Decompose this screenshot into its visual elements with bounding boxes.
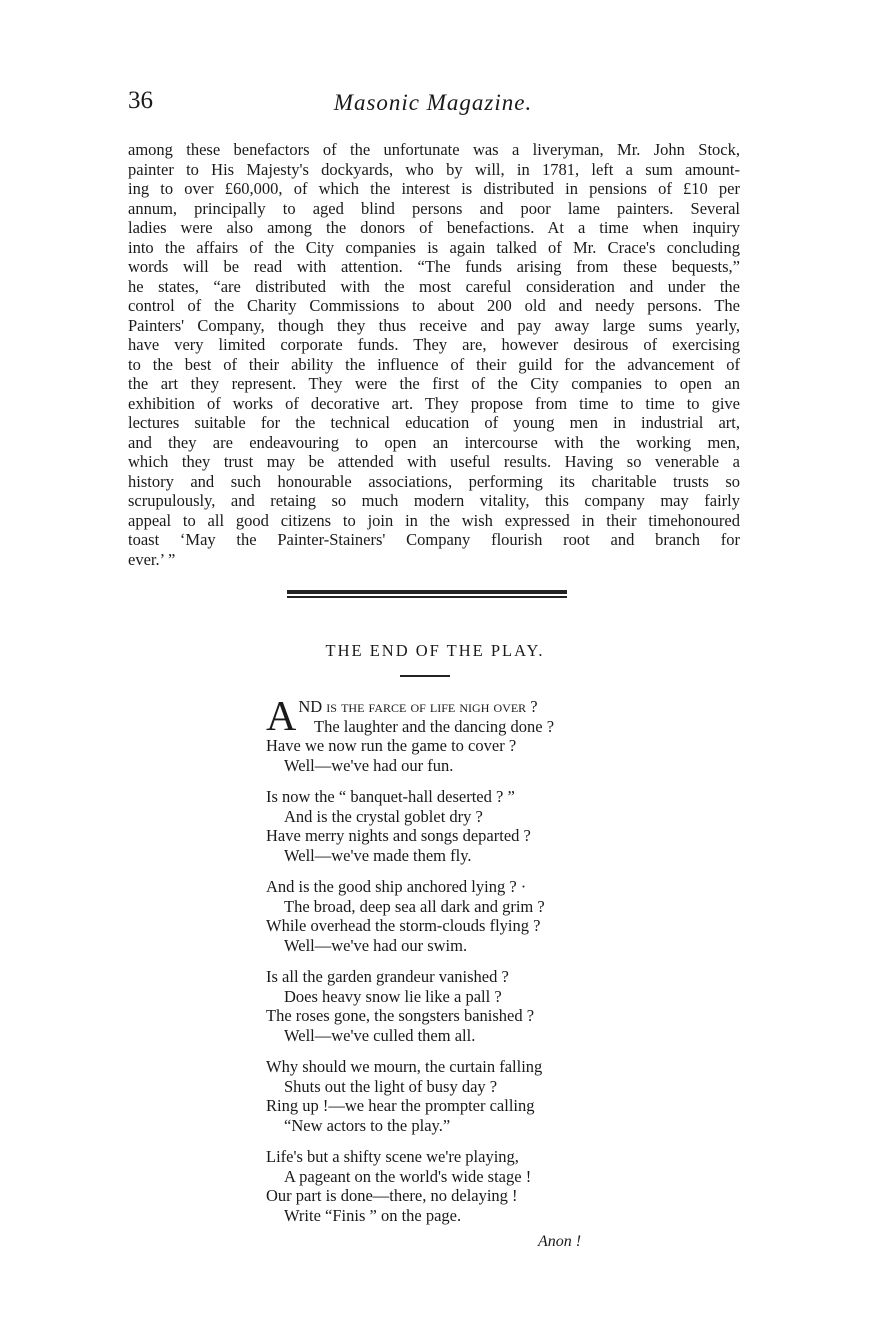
verse-line: ND is the farce of life nigh over ?: [298, 697, 538, 716]
prose-line: appeal to all good citizens to join in the wish expressed in their timehonoured: [128, 510, 740, 530]
prose-line: the art they represent. They were the first of the City companies to open an: [128, 374, 740, 393]
stanza: [266, 1147, 646, 1225]
stanza: [266, 1057, 646, 1135]
verse-line: Is now the “ banquet-hall deserted ? ”: [266, 787, 515, 806]
running-title: Masonic Magazine.: [333, 90, 533, 115]
verse-line: Life's but a shifty scene we're playing,: [266, 1147, 519, 1166]
verse-line: Well—we've made them fly.: [284, 845, 472, 865]
divider-thin-rule: [287, 596, 567, 598]
prose-line: exhibition of works of decorative art. They propose from time to time to give: [128, 393, 740, 413]
prose-line: which they trust may be attended with useful results. Having so venerable a: [128, 452, 740, 471]
prose-line: ladies were also among the donors of benefactions. At a time when inquiry: [128, 218, 740, 237]
prose-line: words will be read with attention. “The funds arising from these bequests,”: [128, 257, 740, 276]
prose-line: Painters' Company, though they thus receive and pay away large sums yearly,: [128, 315, 740, 335]
verse-line: Well—we've culled them all.: [284, 1025, 476, 1045]
poem-title: THE END OF THE PLAY.: [325, 641, 545, 660]
poem-signature: Anon !: [538, 1233, 582, 1250]
stanza: [266, 787, 646, 865]
stanza: [266, 694, 646, 775]
verse-line: Does heavy snow lie like a pall ?: [284, 986, 502, 1006]
verse-line: Have merry nights and songs departed ?: [266, 826, 531, 845]
verse-line: And is the crystal goblet dry ?: [284, 806, 483, 826]
verse-line: And is the good ship anchored lying ? ·: [266, 877, 527, 896]
verse-line: Why should we mourn, the curtain falling: [266, 1057, 543, 1076]
verse-line: While overhead the storm-clouds flying ?: [266, 916, 541, 935]
prose-paragraph: [128, 140, 740, 569]
prose-line: ing to over £60,000, of which the interest is distributed in pensions of £10 per: [128, 179, 740, 198]
prose-line: into the affairs of the City companies is again talked of Mr. Crace's concluding: [128, 237, 740, 257]
prose-line: painter to His Majesty's dockyards, who by will, in 1781, left a sum amount-: [128, 159, 740, 179]
stanza: [266, 967, 646, 1045]
verse-line: Write “Finis ” on the page.: [284, 1205, 462, 1225]
verse-line: Is all the garden grandeur vanished ?: [266, 967, 509, 986]
verse-line: The laughter and the dancing done ?: [314, 716, 555, 736]
prose-line: annum, principally to aged blind persons and poor lame painters. Several: [128, 198, 740, 218]
section-divider: [287, 590, 567, 599]
page-header: [128, 86, 738, 126]
prose-line: scrupulously, and retaing so much modern vitality, this company may fairly: [128, 491, 740, 510]
verse-line: A pageant on the world's wide stage !: [284, 1166, 532, 1186]
prose-line: and they are endeavouring to open an intercourse with the working men,: [128, 432, 740, 452]
verse-line: Shuts out the light of busy day ?: [284, 1076, 498, 1096]
page-number: 36: [128, 87, 153, 114]
verse-line: The roses gone, the songsters banished ?: [266, 1006, 535, 1025]
verse-line: Ring up !—we hear the prompter calling: [266, 1096, 535, 1115]
stanza: [266, 877, 646, 955]
verse-line: Our part is done—there, no delaying !: [266, 1186, 518, 1205]
verse-line: The broad, deep sea all dark and grim ?: [284, 896, 545, 916]
prose-line: toast ‘May the Painter-Stainers' Company flourish root and branch for: [128, 530, 740, 549]
verse-line: Well—we've had our swim.: [284, 935, 468, 955]
verse-line: Have we now run the game to cover ?: [266, 736, 517, 755]
prose-line: ever.’ ”: [128, 549, 176, 569]
poem-body: [266, 694, 646, 1237]
prose-line: among these benefactors of the unfortunate was a liveryman, Mr. John Stock,: [128, 140, 740, 159]
prose-line: control of the Charity Commissions to about 200 old and needy persons. The: [128, 296, 740, 315]
prose-line: he states, “are distributed with the most careful consideration and under the: [128, 276, 740, 296]
title-rule: [400, 675, 450, 677]
verse-line: Well—we've had our fun.: [284, 755, 454, 775]
verse-line: “New actors to the play.”: [284, 1115, 451, 1135]
drop-cap: A: [266, 694, 297, 740]
prose-line: history and such honourable associations, performing its charitable trusts so: [128, 471, 740, 491]
prose-line: lectures suitable for the technical education of young men in industrial art,: [128, 413, 740, 432]
divider-thick-rule: [287, 590, 567, 594]
prose-line: to the best of their ability the influence of their guild for the advancement of: [128, 354, 740, 374]
prose-line: have very limited corporate funds. They are, however desirous of exercising: [128, 335, 740, 354]
